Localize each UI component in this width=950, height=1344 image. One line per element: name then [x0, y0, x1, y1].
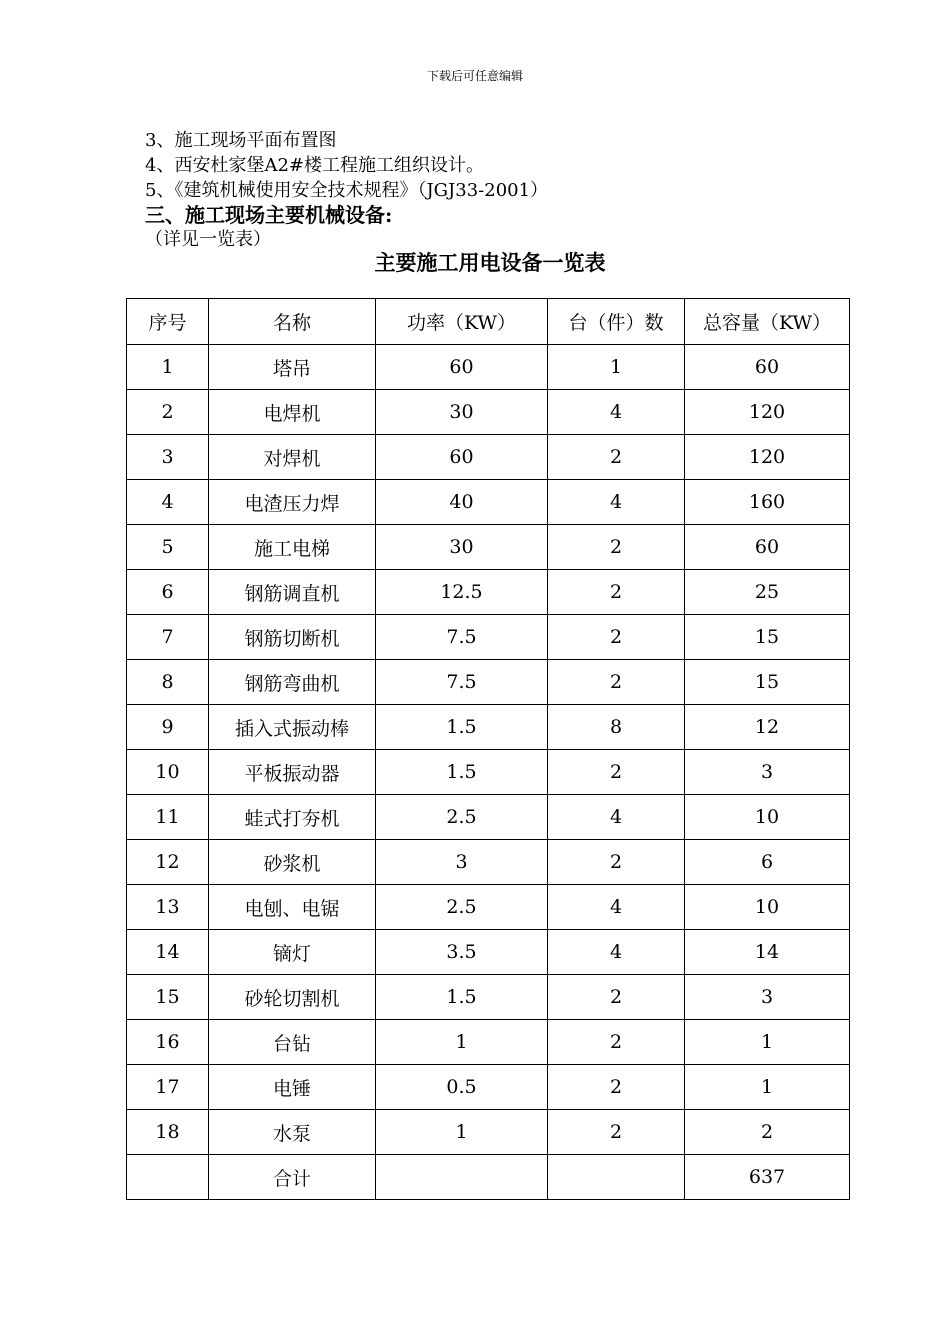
cell-power: 2.5 — [376, 795, 548, 840]
cell-index — [127, 1155, 209, 1200]
cell-count: 8 — [548, 705, 685, 750]
cell-total-capacity: 10 — [685, 795, 850, 840]
table-total-row — [127, 1155, 850, 1200]
cell-power: 1.5 — [376, 975, 548, 1020]
table-body — [127, 345, 850, 1200]
section-title: 三、施工现场主要机械设备: — [145, 203, 393, 227]
cell-index: 4 — [127, 480, 209, 525]
header-power: 功率（KW） — [376, 299, 548, 345]
cell-power: 1.5 — [376, 705, 548, 750]
cell-name: 水泵 — [209, 1110, 376, 1155]
cell-name: 电刨、电锯 — [209, 885, 376, 930]
table-row — [127, 345, 850, 390]
cell-total-capacity: 60 — [685, 525, 850, 570]
cell-index: 14 — [127, 930, 209, 975]
cell-power: 0.5 — [376, 1065, 548, 1110]
reference-item-3: 3、施工现场平面布置图 — [145, 130, 337, 151]
cell-count: 4 — [548, 930, 685, 975]
table-row — [127, 525, 850, 570]
cell-name: 钢筋切断机 — [209, 615, 376, 660]
cell-name: 电锤 — [209, 1065, 376, 1110]
cell-total-capacity: 15 — [685, 660, 850, 705]
cell-total-capacity: 15 — [685, 615, 850, 660]
header-name: 名称 — [209, 299, 376, 345]
cell-total-capacity: 2 — [685, 1110, 850, 1155]
cell-name: 钢筋弯曲机 — [209, 660, 376, 705]
table-row — [127, 1020, 850, 1065]
cell-power: 7.5 — [376, 615, 548, 660]
cell-count: 2 — [548, 435, 685, 480]
cell-count: 2 — [548, 660, 685, 705]
cell-index: 16 — [127, 1020, 209, 1065]
cell-total-capacity: 160 — [685, 480, 850, 525]
cell-count: 2 — [548, 840, 685, 885]
equipment-table — [126, 298, 850, 1200]
cell-index: 2 — [127, 390, 209, 435]
cell-index: 12 — [127, 840, 209, 885]
cell-index: 17 — [127, 1065, 209, 1110]
cell-power: 60 — [376, 435, 548, 480]
table-row — [127, 840, 850, 885]
cell-name: 对焊机 — [209, 435, 376, 480]
table-row — [127, 390, 850, 435]
cell-index: 13 — [127, 885, 209, 930]
cell-name: 电渣压力焊 — [209, 480, 376, 525]
cell-name: 平板振动器 — [209, 750, 376, 795]
cell-count: 4 — [548, 480, 685, 525]
cell-index: 9 — [127, 705, 209, 750]
cell-total-capacity: 25 — [685, 570, 850, 615]
cell-index: 8 — [127, 660, 209, 705]
cell-count: 2 — [548, 1065, 685, 1110]
cell-name: 砂轮切割机 — [209, 975, 376, 1020]
cell-total-capacity: 14 — [685, 930, 850, 975]
header-index: 序号 — [127, 299, 209, 345]
cell-total-capacity: 120 — [685, 435, 850, 480]
cell-total-capacity: 1 — [685, 1020, 850, 1065]
cell-count: 2 — [548, 750, 685, 795]
cell-index: 3 — [127, 435, 209, 480]
cell-power: 3 — [376, 840, 548, 885]
cell-index: 7 — [127, 615, 209, 660]
cell-power: 60 — [376, 345, 548, 390]
table-header-row — [127, 299, 850, 345]
cell-index: 10 — [127, 750, 209, 795]
cell-index: 6 — [127, 570, 209, 615]
cell-count: 2 — [548, 1110, 685, 1155]
table-row — [127, 615, 850, 660]
cell-index: 1 — [127, 345, 209, 390]
cell-total-capacity: 120 — [685, 390, 850, 435]
cell-power: 1.5 — [376, 750, 548, 795]
cell-power: 1 — [376, 1020, 548, 1065]
cell-name: 施工电梯 — [209, 525, 376, 570]
cell-index: 11 — [127, 795, 209, 840]
table-row — [127, 705, 850, 750]
cell-power: 12.5 — [376, 570, 548, 615]
reference-item-5: 5、《建筑机械使用安全技术规程》（JGJ33-2001） — [145, 180, 549, 201]
table-row — [127, 570, 850, 615]
cell-count: 4 — [548, 390, 685, 435]
cell-index: 5 — [127, 525, 209, 570]
table-row — [127, 480, 850, 525]
cell-total-capacity: 3 — [685, 750, 850, 795]
cell-name: 插入式振动棒 — [209, 705, 376, 750]
page-header: 下载后可任意编辑 — [426, 69, 523, 83]
table-row — [127, 750, 850, 795]
header-count: 台（件）数 — [548, 299, 685, 345]
cell-count: 2 — [548, 525, 685, 570]
cell-name: 砂浆机 — [209, 840, 376, 885]
cell-count: 4 — [548, 795, 685, 840]
cell-name: 台钻 — [209, 1020, 376, 1065]
cell-index: 18 — [127, 1110, 209, 1155]
cell-count: 2 — [548, 975, 685, 1020]
cell-count: 4 — [548, 885, 685, 930]
cell-total-capacity: 60 — [685, 345, 850, 390]
reference-item-4: 4、西安杜家堡A2#楼工程施工组织设计。 — [145, 155, 484, 176]
cell-name: 电焊机 — [209, 390, 376, 435]
cell-count: 2 — [548, 570, 685, 615]
cell-name: 镝灯 — [209, 930, 376, 975]
cell-power: 40 — [376, 480, 548, 525]
cell-index: 15 — [127, 975, 209, 1020]
cell-name: 钢筋调直机 — [209, 570, 376, 615]
section-note: （详见一览表） — [145, 229, 271, 250]
cell-count: 1 — [548, 345, 685, 390]
table-row — [127, 1065, 850, 1110]
cell-name: 塔吊 — [209, 345, 376, 390]
cell-count: 2 — [548, 615, 685, 660]
cell-power: 30 — [376, 390, 548, 435]
cell-power: 1 — [376, 1110, 548, 1155]
table-row — [127, 795, 850, 840]
cell-power — [376, 1155, 548, 1200]
cell-name: 蛙式打夯机 — [209, 795, 376, 840]
cell-power: 7.5 — [376, 660, 548, 705]
table-row — [127, 660, 850, 705]
cell-name: 合计 — [209, 1155, 376, 1200]
cell-count — [548, 1155, 685, 1200]
table-title: 主要施工用电设备一览表 — [374, 250, 606, 275]
cell-total-capacity: 637 — [685, 1155, 850, 1200]
header-total-capacity: 总容量（KW） — [685, 299, 850, 345]
table-row — [127, 885, 850, 930]
cell-power: 2.5 — [376, 885, 548, 930]
cell-count: 2 — [548, 1020, 685, 1065]
cell-total-capacity: 10 — [685, 885, 850, 930]
table-row — [127, 1110, 850, 1155]
table-row — [127, 975, 850, 1020]
cell-power: 30 — [376, 525, 548, 570]
cell-total-capacity: 12 — [685, 705, 850, 750]
cell-total-capacity: 1 — [685, 1065, 850, 1110]
table-row — [127, 930, 850, 975]
cell-total-capacity: 3 — [685, 975, 850, 1020]
table-row — [127, 435, 850, 480]
cell-power: 3.5 — [376, 930, 548, 975]
cell-total-capacity: 6 — [685, 840, 850, 885]
